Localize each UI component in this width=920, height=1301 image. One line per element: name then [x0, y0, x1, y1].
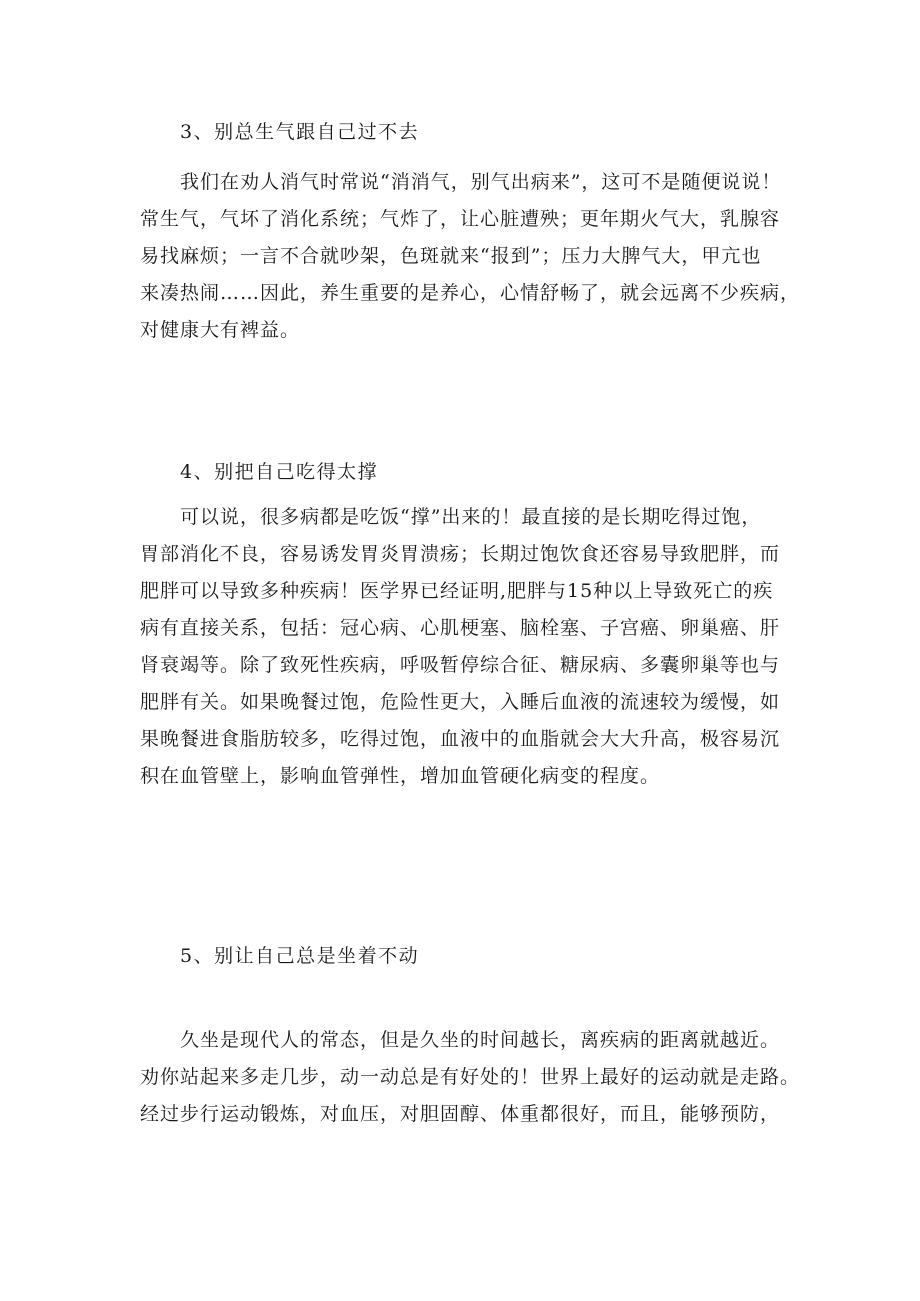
- section-4-heading: 4、别把自己吃得太撑: [180, 461, 379, 483]
- paragraph-line: 积在血管壁上，影响血管弹性，增加血管硬化病变的程度。: [140, 765, 661, 787]
- section-3-paragraph: [140, 164, 800, 349]
- paragraph-line: 劝你站起来多走几步，动一动总是有好处的！世界上最好的运动就是走路。: [140, 1066, 801, 1088]
- section-5-paragraph: [140, 1022, 800, 1133]
- paragraph-line: 果晚餐进食脂肪较多，吃得过饱，血液中的血脂就会大大升高，极容易沉: [140, 728, 781, 750]
- paragraph-line: 可以说，很多病都是吃饭“撑”出来的！最直接的是长期吃得过饱，: [180, 506, 762, 528]
- paragraph-line: 我们在劝人消气时常说“消消气，别气出病来”，这可不是随便说说！: [180, 171, 782, 193]
- paragraph-line: 易找麻烦；一言不合就吵架，色斑就来“报到”；压力大脾气大，甲亢也: [140, 245, 762, 267]
- paragraph-line: 常生气，气坏了消化系统；气炸了，让心脏遭殃；更年期火气大，乳腺容: [140, 208, 781, 230]
- paragraph-line: 病有直接关系，包括：冠心病、心肌梗塞、脑栓塞、子宫癌、卵巢癌、肝: [140, 617, 781, 639]
- paragraph-line: 来凑热闹……因此，养生重要的是养心，心情舒畅了，就会远离不少疾病，: [140, 282, 801, 304]
- section-5-heading: 5、别让自己总是坐着不动: [180, 945, 420, 967]
- paragraph-line: 经过步行运动锻炼，对血压，对胆固醇、体重都很好，而且，能够预防，: [140, 1103, 781, 1125]
- paragraph-line: 胃部消化不良，容易诱发胃炎胃溃疡；长期过饱饮食还容易导致肥胖，而: [140, 543, 781, 565]
- paragraph-line: 肥胖可以导致多种疾病！医学界已经证明,肥胖与15种以上导致死亡的疾: [140, 580, 774, 602]
- paragraph-line: 肾衰竭等。除了致死性疾病，呼吸暂停综合征、糖尿病、多囊卵巢等也与: [140, 654, 781, 676]
- section-4-paragraph: [140, 499, 800, 795]
- section-3-heading: 3、别总生气跟自己过不去: [180, 121, 420, 143]
- paragraph-line: 肥胖有关。如果晚餐过饱，危险性更大，入睡后血液的流速较为缓慢，如: [140, 691, 781, 713]
- paragraph-line: 对健康大有裨益。: [140, 319, 301, 341]
- paragraph-line: 久坐是现代人的常态，但是久坐的时间越长，离疾病的距离就越近。: [180, 1029, 781, 1051]
